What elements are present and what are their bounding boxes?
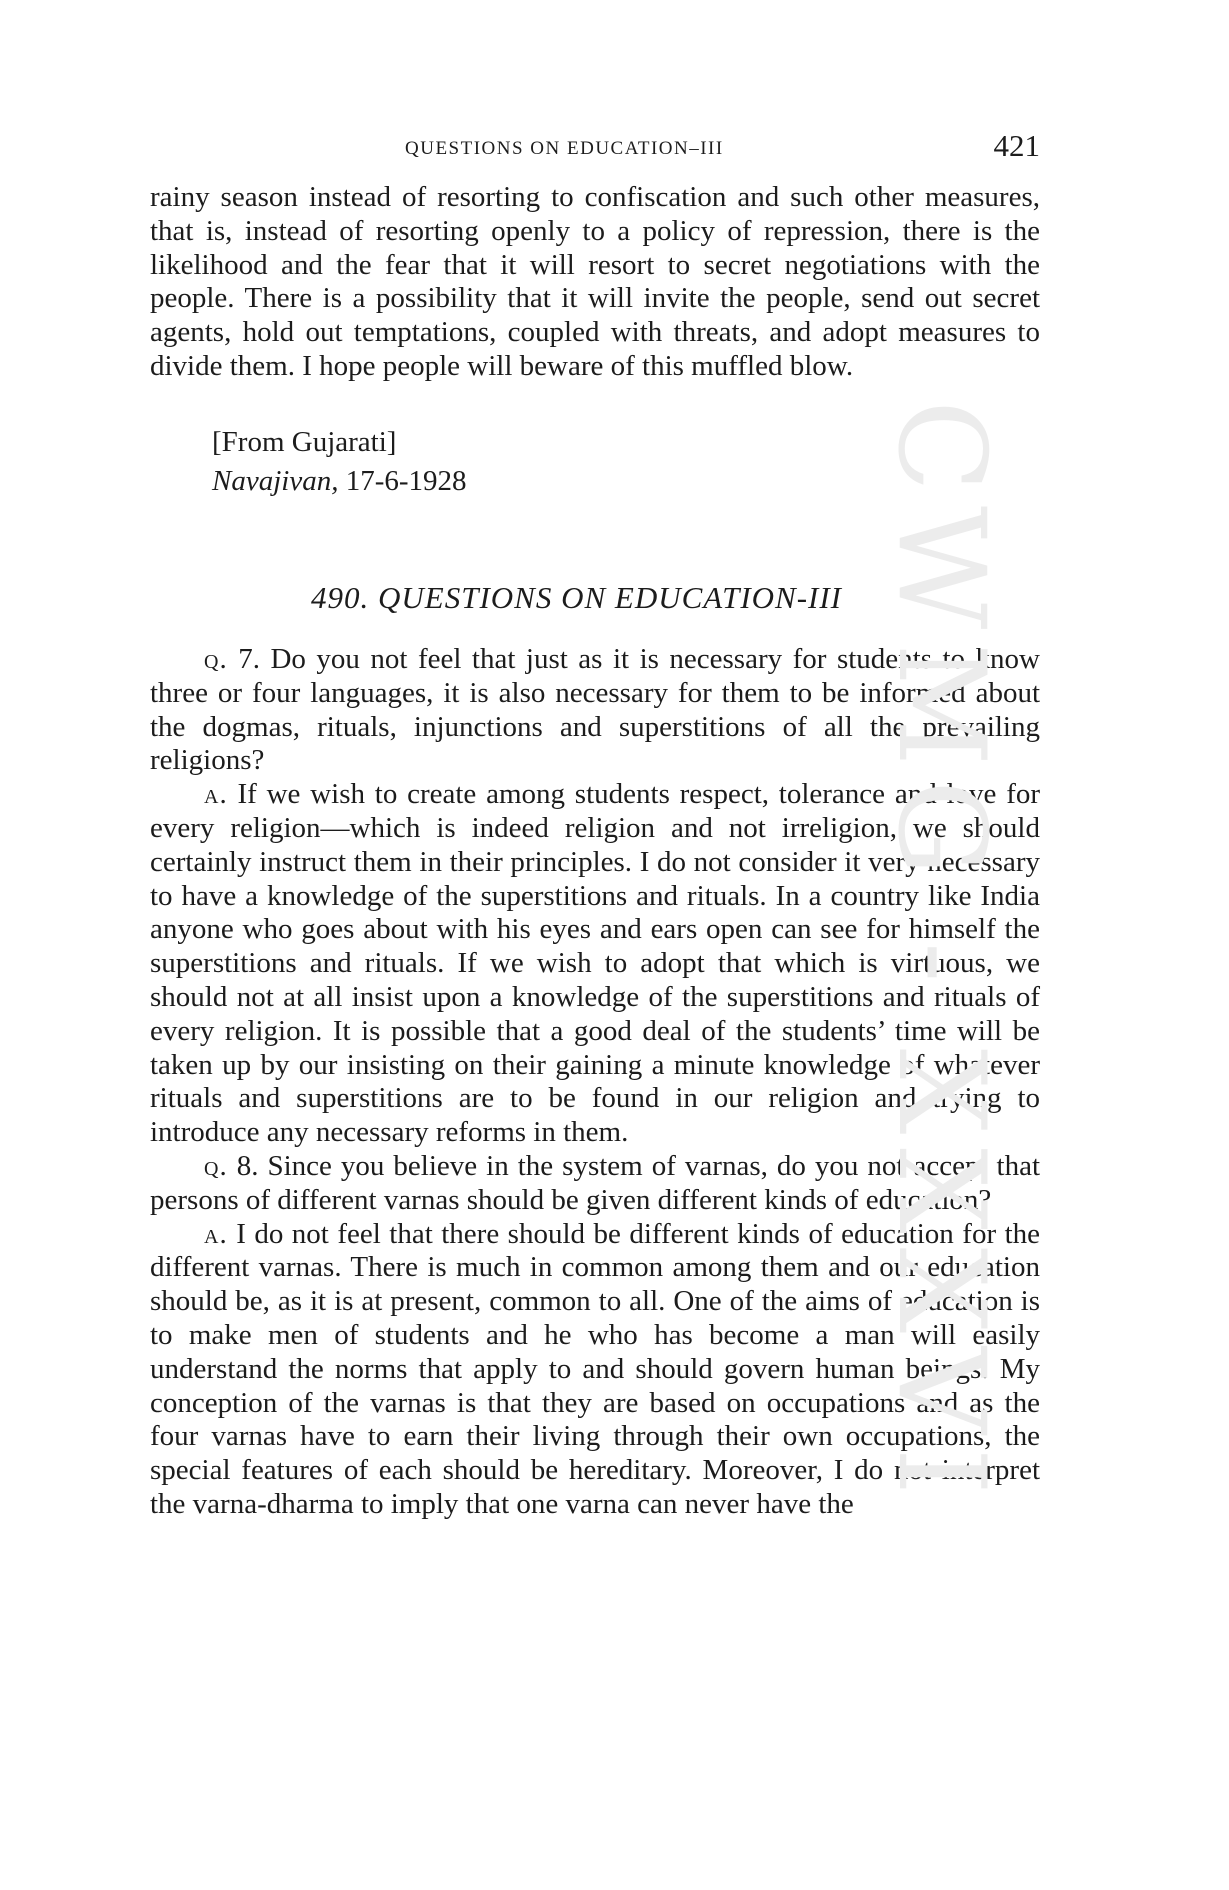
article-heading: 490. QUESTIONS ON EDUCATION-III [311,580,842,615]
citation [212,465,467,498]
continuation-block [150,181,1040,384]
page-number: 421 [993,128,1040,163]
qa-label: q. [204,1149,228,1182]
qa-number: 7. [238,643,260,675]
page-header [150,128,1040,168]
qa-label: a. [204,1217,228,1250]
citation-date: 17-6-1928 [345,465,467,497]
watermark: CWMG - XXXVI [871,400,1010,1510]
qa-number: 8. [236,1149,259,1182]
citation-publication: Navajivan, [212,465,339,497]
qa-text: If we wish to create among students respect, tolerance and love for every religion—which is indeed religion and not irreligion, we should certainly instruct them in their principles. I do not consider it very necessary to have a knowledge of the superstitions and rituals. In a country like India anyone who goes about with his eyes and ears open can see for himself the superstitions and rituals. If we wish to adopt that which is virtuous, we should not at all insist upon a knowledge of the superstitions and rituals of every religion. It is possible that a good deal of the students’ time will be taken up by our insisting on their gaining a minute knowledge of whatever rituals and superstitions are to be found in our religion and trying to introduce any necessary reforms in them. [150,778,1041,1149]
qa-text: Do you not feel that just as it is necessary for students to know three or four languages, it is also necessary for them to be informed about the dogmas, rituals, injunctions and superstitions of all the prevailing religions? [150,643,1040,777]
continuation-paragraph: rainy season instead of resorting to confiscation and such other measures, that is, instead of resorting openly to a policy of repression, there is the likelihood and the fear that it will resort to secret negotiations with the people. There is a possibility that it will invite the people, send out secret agents, hold out temptations, coupled with threats, and adopt measures to divide them. I hope people will beware of this muffled blow. [150,181,1040,382]
qa-label: a. [204,778,228,811]
source-note: [From Gujarati] [212,426,397,458]
qa-text: I do not feel that there should be different kinds of education for the different varnas. There is much in common among them and our education should be, as it is at present, common to all. One of the aims of education is to make men of students and he who has become a man will easily understand the norms that apply to and should govern human beings. My conception of the varnas is that they are based on occupations and as the four varnas have to earn their living through their own occupations, the special features of each should be hereditary. Moreover, I do not interpret the varna-dharma to imply that one varna can never have the [150,1217,1041,1520]
running-head: QUESTIONS ON EDUCATION–III [405,138,724,159]
qa-label: q. [204,643,228,675]
qa-text: Since you believe in the system of varnas, do you not accept that persons of different varnas should be given different kinds of education? [150,1149,1040,1216]
